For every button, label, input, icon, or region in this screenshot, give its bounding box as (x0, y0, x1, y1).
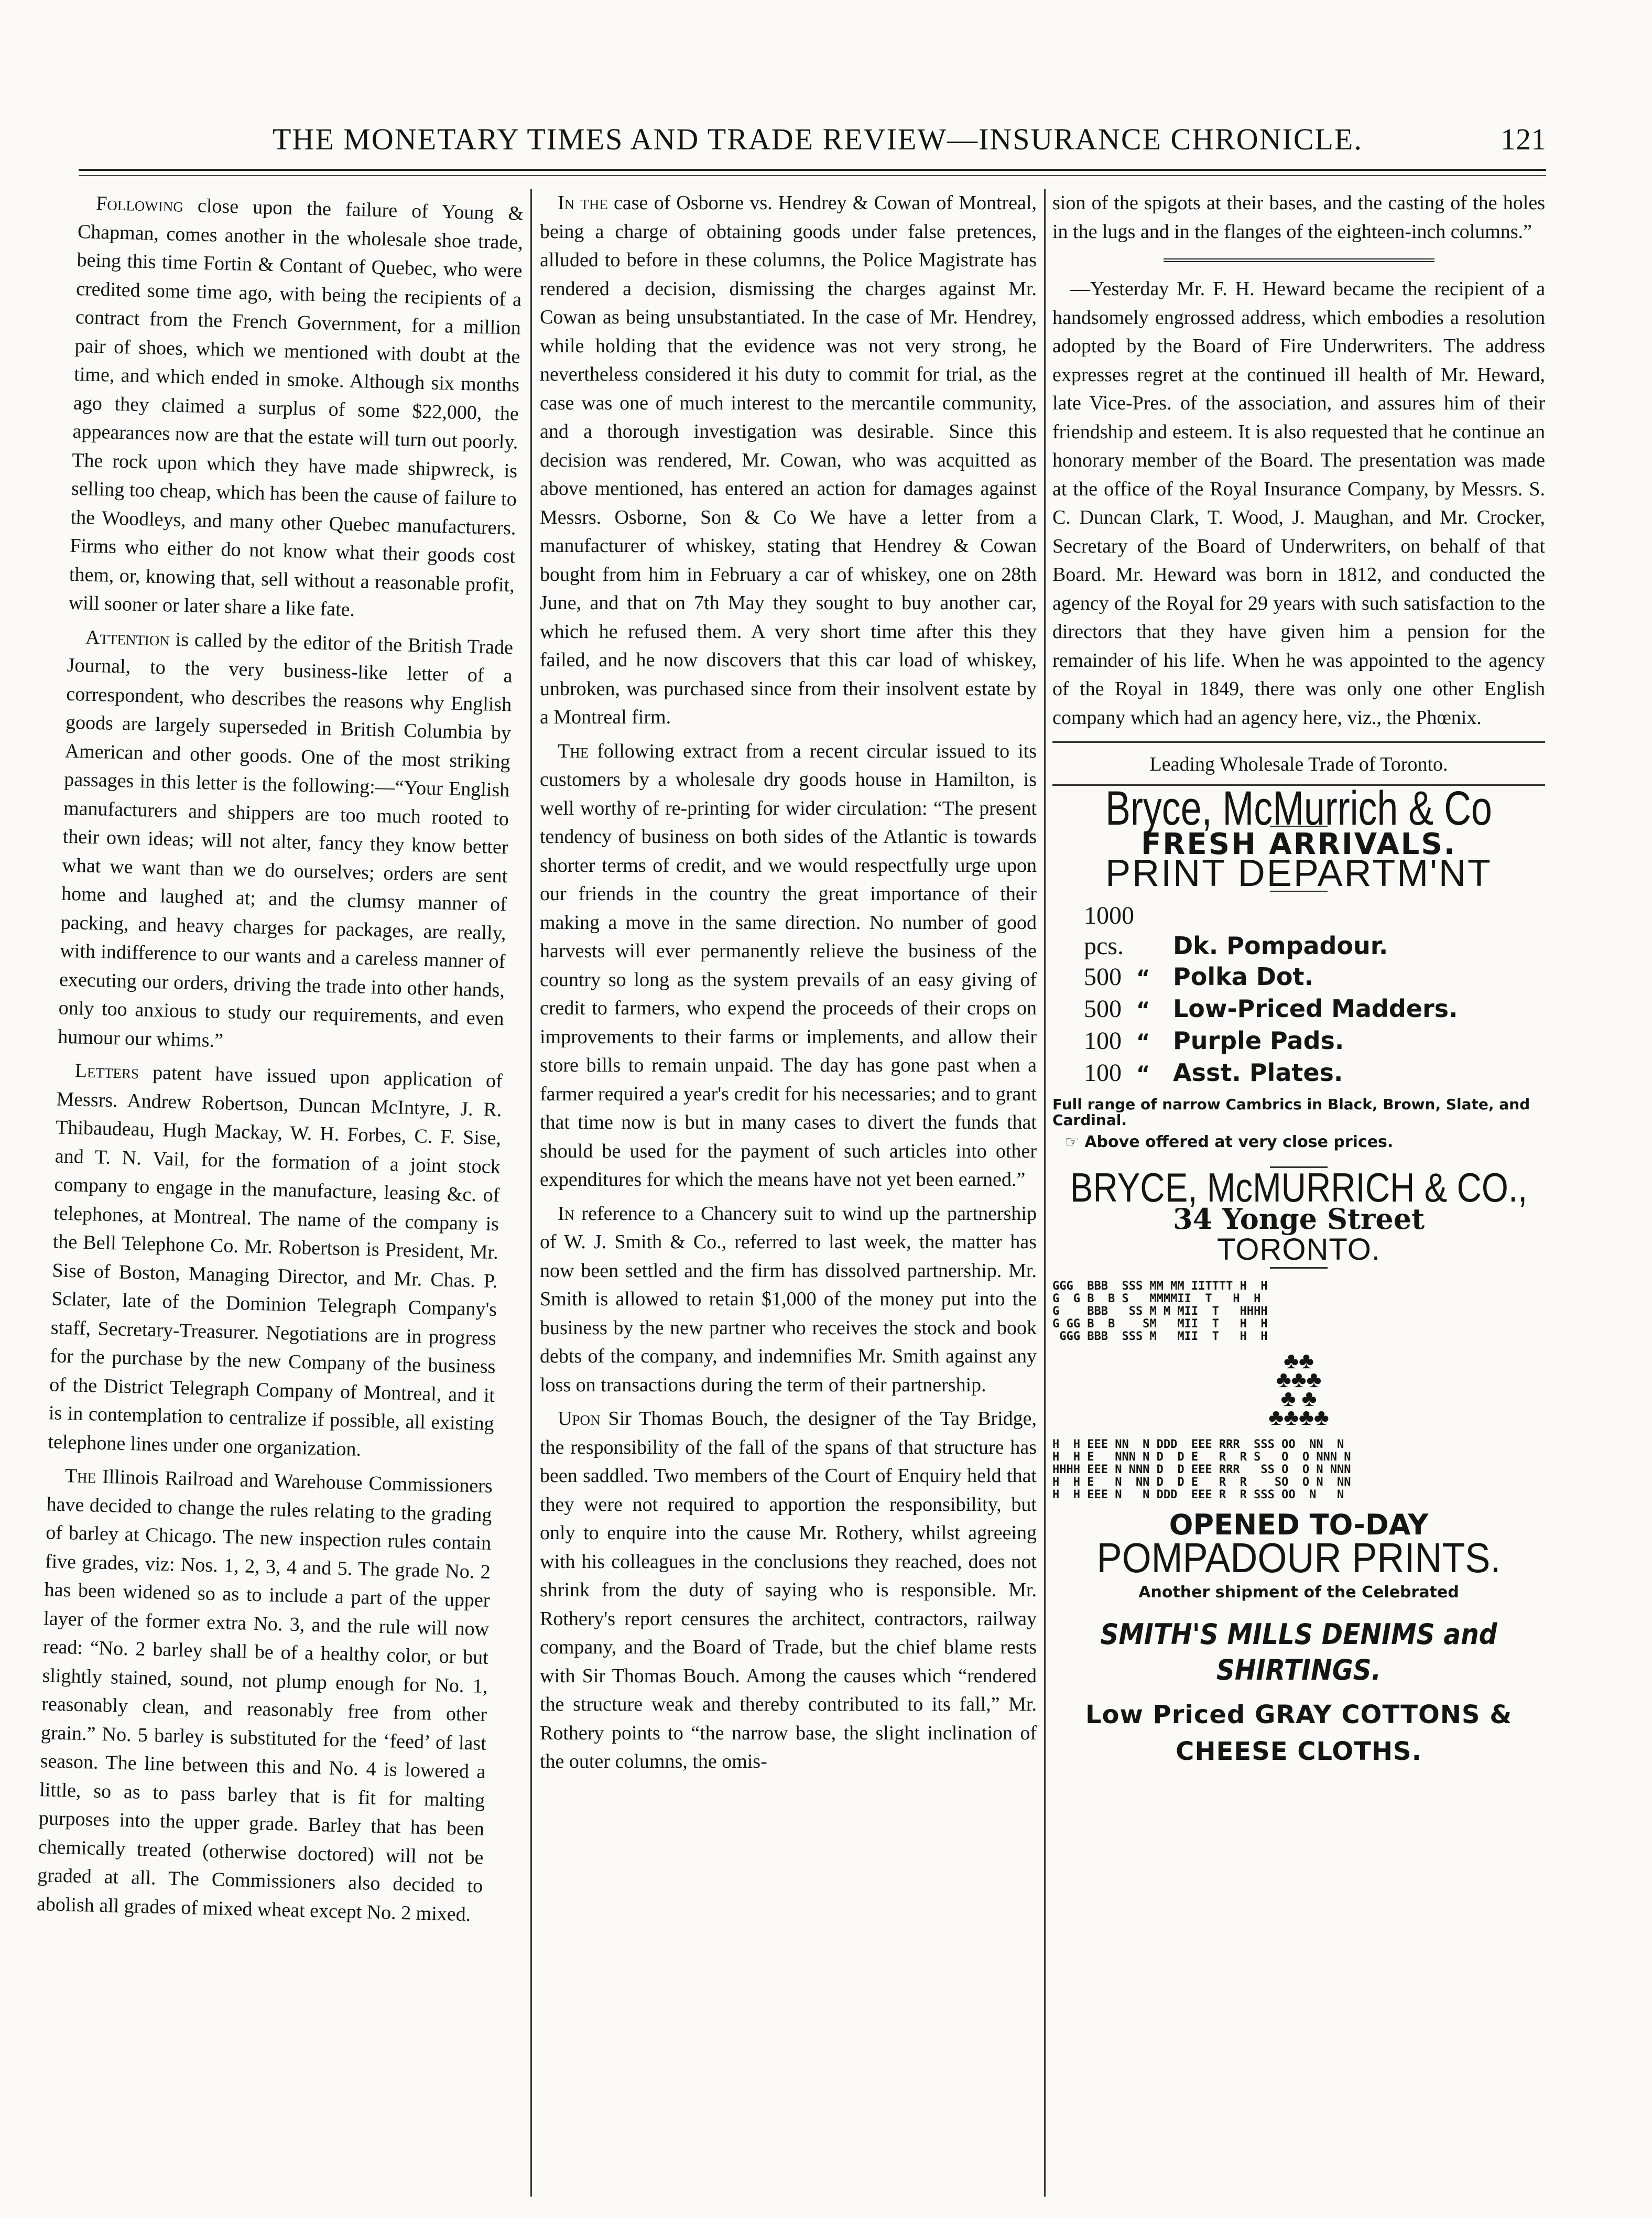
ad-item (1084, 1025, 1545, 1057)
ad-rule (1270, 1267, 1328, 1269)
paragraph-text: Illinois Railroad and Warehouse Commissioners have decided to change the rules relating to the grading of barley at Chicago. The new inspection rules contain five grades, viz: Nos. 1, 2, 3, 4 and 5. The grade No. 2 has been widened so as to include a part of the upper layer of the former extra No. 3, and the rule will now read: “No. 2 barley shall be of a healthy color, or but slightly stained, sound, not plump enough for No. 1, reasonably clean, and reasonably free from other grain.” No. 5 barley is substituted for the ‘feed’ of last season. The line between this and No. 4 is lowered a little, so as to pass barley that is fit for malting purposes into the upper grade. Barley that has been chemically treated (otherwise doctored) will not be graded at all. The Commissioners also decided to abolish all grades of mixed wheat except No. 2 mixed. (36, 1465, 493, 1926)
ad-item (1084, 901, 1545, 961)
column-divider (530, 189, 532, 2197)
column-divider (1044, 189, 1046, 2197)
item-qty: 100 (1084, 1059, 1122, 1087)
paragraph-text: patent have issued upon application of Messrs. Andrew Robertson, Duncan McIntyre, J. R. Thibaudeau, Hugh Mackay, W. H. Forbes, C. F. Sise, and T. N. Vail, for the formation of a joint stock company to engage in the manufacture, leasing &c. of telephones, at Montreal. The name of the company is the Bell Telephone Co. Mr. Robertson is President, Mr. Sise of Boston, Managing Director, and Mr. Chas. P. Sclater, late of the Dominion Telegraph Company's staff, Secretary-Treasurer. Negotiations are in progress for the purchase by the new Company of the business of the District Telegraph Company of Montreal, and it is in contemplation to centralize if possible, all existing telephone lines under one organization. (48, 1061, 503, 1461)
article-tay-bridge (540, 1404, 1037, 1776)
item-qty: 500 (1084, 995, 1122, 1023)
ad-prices-note: ☞ Above offered at very close prices. (1065, 1133, 1394, 1151)
item-desc: Asst. Plates. (1173, 1058, 1343, 1087)
paragraph-text: Sir Thomas Bouch, the designer of the Tay Bridge, the responsibility of the fall of the spans of that structure has been saddled. Two members of the Court of Enquiry held that they were not required to apportion the responsibility, but only to enquire into the cause Mr. Rothery, whilst agreeing with his colleagues in the conclusions they reached, does not shrink from the duty of saying who is responsible. Mr. Rothery's report censures the architect, contractors, railway company, and the Board of Trade, but the chief blame rests with Sir Thomas Bouch. Among the causes which “rendered the structure weak and thereby contributed to its fall,” Mr. Rothery points to “the narrow base, the slight inclination of the outer columns, the omis- (540, 1408, 1037, 1772)
article-bell-telephone (48, 1056, 503, 1467)
ad-city: TORONTO. (1217, 1232, 1381, 1267)
club-ornament-icon: ♣♣ ♣♣♣ ♣ ♣ ♣♣♣♣ (1268, 1348, 1329, 1430)
paragraph-text: case of Osborne vs. Hendrey & Cowan of Montreal, being a charge of obtaining goods under false pretences, alluded to before in these columns, the Police Magistrate has rendered a decision, dismissing the charges against Mr. Cowan as being unsubstantiated. In the case of Mr. Hendrey, while holding that the evidence was not very strong, he nevertheless considered it his duty to commit for trial, as the case was one of much interest to the mercantile community, and a thorough investigation was desirable. Since this decision was rendered, Mr. Cowan, who was acquitted as above mentioned, has entered an action for damages against Messrs. Osborne, Son & Co We have a letter from a manufacturer of whiskey, stating that Hendrey & Cowan bought from him in February a car of whiskey, one on 28th June, and that on 7th May they sought to buy another car, which he refused them. A very short time after this they failed, and he now discovers that this car load of whiskey, unbroken, was purchased since from their insolvent estate by a Montreal firm. (540, 192, 1037, 728)
item-ditto: “ (1136, 1030, 1150, 1054)
item-qty: 100 (1084, 1027, 1122, 1055)
column-2 (540, 189, 1037, 1781)
article-barley-grading (36, 1461, 493, 1929)
item-ditto: “ (1136, 1062, 1150, 1086)
lead-word: Attention (85, 626, 170, 651)
article-chancery-suit (540, 1199, 1037, 1400)
lead-word: In the (558, 192, 608, 214)
item-desc: Low-Priced Madders. (1173, 994, 1458, 1023)
ad-address: 34 Yonge Street (1172, 1202, 1425, 1236)
page-header (79, 122, 1546, 164)
column-3 (1052, 189, 1545, 1770)
ad-gray-cottons: Low Priced GRAY COTTONS & CHEESE CLOTHS. (1085, 1700, 1513, 1766)
ad-heading: Leading Wholesale Trade of Toronto. (1052, 750, 1545, 786)
item-ditto: “ (1136, 966, 1150, 990)
ad-cambrics-note: Full range of narrow Cambrics in Black, Brown, Slate, and Cardinal. (1052, 1096, 1530, 1129)
item-ditto: “ (1136, 998, 1150, 1022)
ad-opened-today: OPENED TO-DAY (1169, 1508, 1429, 1541)
item-desc: Dk. Pompadour. (1173, 932, 1388, 960)
ad-monogram-block-2: H H EEE NN N DDD EEE RRR SSS OO NN N H H E NNN N D D E R R S O O NNN N HHHH EEE N NNN D D EEE RRR SS O O N NNN H H E N NN D D E R R SO O N NN H H EEE N N DDD EEE R R SSS OO N N (1052, 1438, 1351, 1501)
journal-title: THE MONETARY TIMES AND TRADE REVIEW—INSURANCE CHRONICLE. (273, 122, 1363, 156)
paragraph-text: following extract from a recent circular issued to its customers by a wholesale dry goods house in Hamilton, is well worthy of re-printing for wider circulation: “The present tendency of business on both sides of the Atlantic is towards shorter terms of credit, and we would respectfully urge upon our friends in the country the great importance of their making a move in the same direction. No number of good harvests will ever permanently relieve the business of the country so long as the system prevails of an easy giving of credit to farmers, who expend the proceeds of their crops on improvements to their farms or implements, and allow their store bills to remain unpaid. The day has gone past when a farmer required a year's credit for his necessaries; and to grant that time now is but in many cases to divert the funds that should be used for the payment of such articles into other expenditures for which the means have not yet been earned.” (540, 740, 1037, 1191)
header-rule-thin (79, 175, 1546, 176)
ad-item (1084, 993, 1545, 1025)
article-heward-address: —Yesterday Mr. F. H. Heward became the recipient of a handsomely engrossed address, which embodies a resolution adopted by the Board of Fire Underwriters. The address expresses regret at the continued ill health of Mr. Heward, late Vice-Pres. of the association, and assures him of their friendship and esteem. It is also requested that he continue an honorary member of the Board. The presentation was made at the office of the Royal Insurance Company, by Messrs. S. C. Duncan Clark, T. Wood, J. Maughan, and Mr. Crocker, Secretary of the Board of Underwriters, on behalf of that Board. Mr. Heward was born in 1812, and conducted the agency of the Royal for 29 years with such satisfaction to the directors that they have given him a pension for the remainder of his life. When he was appointed to the agency of the Royal in 1849, there was only one other English company which had an agency here, viz., the Phœnix. (1052, 278, 1545, 729)
item-qty: 500 (1084, 963, 1122, 991)
paragraph-text: close upon the failure of Young & Chapman, comes another in the wholesale shoe trade, being this time Fortin & Contant of Quebec, who were credited some time ago, with being the recipients of a contract from the French Government, for a million pair of shoes, which we mentioned with doubt at the time, and which ended in smoke. Although six months ago they claimed a surplus of some $22,000, the appearances now are that the estate will turn out poorly. The rock upon which they have made shipwreck, is selling too cheap, which has been the cause of failure to the Woodleys, and many other Quebec manufacturers. Firms who either do not know what their goods cost them, or, knowing that, sell without a reasonable profit, will sooner or later share a like fate. (68, 194, 524, 621)
advertisement-bryce-mcmurrich (1052, 741, 1545, 1770)
ad-monogram-block-1: GGG BBB SSS MM MM IITTTT H H G G B B S MMMMII T H H G BBB SS M M MII T HHHH G GG B B SM MII T H H GGG BBB SSS M MII T H H (1052, 1280, 1268, 1343)
ad-firm-name: Bryce, McMurrich & Co (1105, 781, 1492, 835)
ad-item (1084, 961, 1545, 993)
article-tay-bridge-continued: sion of the spigots at their bases, and the casting of the holes in the lugs and in the flanges of the eighteen-inch columns.” (1052, 192, 1545, 243)
lead-word: In (558, 1202, 575, 1225)
page-number: 121 (1501, 122, 1546, 156)
article-young-chapman (68, 189, 524, 628)
section-rule (1164, 258, 1434, 262)
lead-word: Letters (74, 1059, 139, 1084)
ad-item-list (1084, 901, 1545, 1089)
article-british-trade-journal (58, 622, 514, 1062)
lead-word: The (64, 1465, 96, 1488)
item-desc: Polka Dot. (1173, 962, 1313, 991)
ad-smiths-mills: SMITH'S MILLS DENIMS and SHIRTINGS. (1100, 1617, 1497, 1686)
ad-pompadour-prints: POMPADOUR PRINTS. (1096, 1534, 1501, 1581)
paragraph-text: reference to a Chancery suit to wind up the partnership of W. J. Smith & Co., referred to last week, the matter has now been settled and the firm has dissolved partnership. Mr. Smith is allowed to retain $1,000 of the money put into the business by the new partner who receives the stock and book debts of the company, and indemnifies Mr. Smith against any loss on transactions during the term of their partnership. (540, 1202, 1037, 1396)
lead-word: Upon (558, 1408, 601, 1430)
column-1 (36, 189, 524, 1934)
lead-word: The (558, 740, 589, 762)
ad-print-department: PRINT DEPARTM'NT (1105, 852, 1492, 894)
item-qty: 1000 pcs. (1084, 902, 1134, 960)
lead-word: Following (95, 192, 184, 217)
ad-fresh-arrivals: FRESH ARRIVALS. (1141, 827, 1457, 861)
ad-firm-name-caps: BRYCE, McMURRICH & CO., (1070, 1164, 1528, 1210)
item-desc: Purple Pads. (1173, 1026, 1344, 1055)
article-osborne-hendrey (540, 189, 1037, 732)
header-rule (79, 169, 1546, 171)
article-hamilton-circular (540, 737, 1037, 1194)
paragraph-text: is called by the editor of the British Trade Journal, to the very business-like letter of a correspondent, who describes the reasons why English goods are largely superseded in British Columbia by American and other goods. One of the most striking passages in this letter is the following:—“Your English manufacturers and shippers are too much rooted to their own ideas; will not alter, fancy they know better what we want than we do ourselves; orders are sent home and laughed at; and the clumsy manner of packing, and heavy charges for packages, are really, with indifference to our wants and a careless manner of executing our orders, driving the trade into other hands, only too anxious to study our requirements, and even humour our whims.” (57, 628, 514, 1052)
ad-another-shipment: Another shipment of the Celebrated (1138, 1583, 1459, 1602)
ad-item (1084, 1057, 1545, 1089)
